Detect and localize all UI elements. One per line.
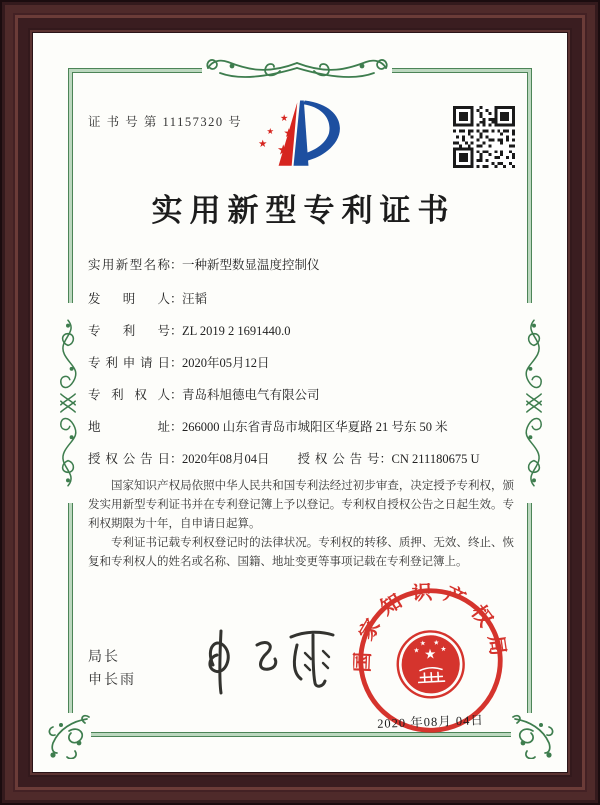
certificate-content — [33, 33, 567, 772]
svg-text:★: ★ — [276, 142, 290, 159]
svg-text:★: ★ — [413, 646, 420, 655]
field-value: 266000 山东省青岛市城阳区华夏路 21 号东 50 米 — [182, 420, 448, 434]
certificate-title: 实用新型专利证书 — [151, 193, 456, 228]
field-label: 授权公告日 — [88, 452, 170, 466]
field-label: 实用新型名称 — [88, 258, 170, 272]
field-row-patent-no — [88, 321, 537, 341]
field-colon: ： — [170, 420, 183, 434]
field-row-grant — [88, 449, 537, 469]
field-colon: ： — [170, 292, 183, 306]
field-value: CN 211180675 U — [391, 452, 480, 466]
seal-text: 国家知识产权局 — [351, 581, 510, 673]
field-value: ZL 2019 2 1691440.0 — [182, 324, 291, 338]
field-colon: ： — [170, 324, 183, 338]
field-value: 一种新型数显温度控制仪 — [182, 258, 320, 272]
official-block — [88, 645, 136, 691]
cnipa-logo-icon — [245, 91, 357, 179]
field-value: 青岛科旭德电气有限公司 — [182, 388, 320, 402]
field-row-inventor — [88, 289, 537, 309]
field-label: 专利申请日 — [88, 356, 170, 370]
svg-text:★: ★ — [419, 639, 427, 648]
field-colon: ： — [170, 452, 183, 466]
director-label: 局长 — [88, 648, 120, 664]
seal-date: 2020 年08月 04日 — [376, 713, 485, 731]
svg-text:★: ★ — [440, 644, 447, 654]
field-colon: ： — [379, 452, 393, 466]
field-colon: ： — [170, 356, 183, 370]
national-emblem-icon — [396, 630, 465, 699]
qr-code — [453, 106, 515, 168]
svg-text:★: ★ — [423, 646, 437, 663]
svg-text:★: ★ — [266, 126, 274, 137]
field-label: 专利权人 — [88, 388, 170, 402]
field-colon: ： — [170, 388, 183, 402]
body-text — [88, 477, 514, 572]
field-label: 授权公告号 — [297, 452, 380, 466]
field-row-address — [88, 417, 537, 437]
body-paragraph: 国家知识产权局依照中华人民共和国专利法经过初步审查，决定授予专利权，颁发实用新型专利证书并在专利登记簿上予以登记。专利权自授权公告之日起生效。专利权期限为十年，自申请日起算。 — [88, 480, 514, 530]
svg-text:★: ★ — [280, 113, 289, 124]
field-value: 汪韬 — [182, 292, 208, 306]
director-name: 申长雨 — [88, 671, 136, 687]
field-colon: ： — [170, 258, 183, 272]
body-paragraph: 专利证书记载专利权登记时的法律状况。专利权的转移、质押、无效、终止、恢复和专利权人的姓名或名称、国籍、地址变更等事项记载在专利登记簿上。 — [88, 537, 514, 568]
field-value: 2020年08月04日 — [182, 452, 270, 466]
field-label: 发明人 — [88, 292, 170, 306]
field-label: 地址 — [88, 420, 170, 434]
field-group — [298, 452, 480, 466]
signature — [183, 621, 343, 701]
svg-text:★: ★ — [283, 125, 295, 140]
field-row-patentee — [88, 385, 537, 405]
field-row-name — [88, 255, 537, 275]
field-label: 专利号 — [88, 324, 170, 338]
field-value: 2020年05月12日 — [182, 356, 270, 370]
certificate-paper — [33, 33, 567, 772]
svg-text:★: ★ — [433, 638, 440, 647]
field-list — [88, 255, 537, 481]
field-row-filing-date — [88, 353, 537, 373]
svg-text:★: ★ — [258, 138, 268, 151]
certificate-number: 证 书 号 第 11157320 号 — [88, 115, 243, 129]
